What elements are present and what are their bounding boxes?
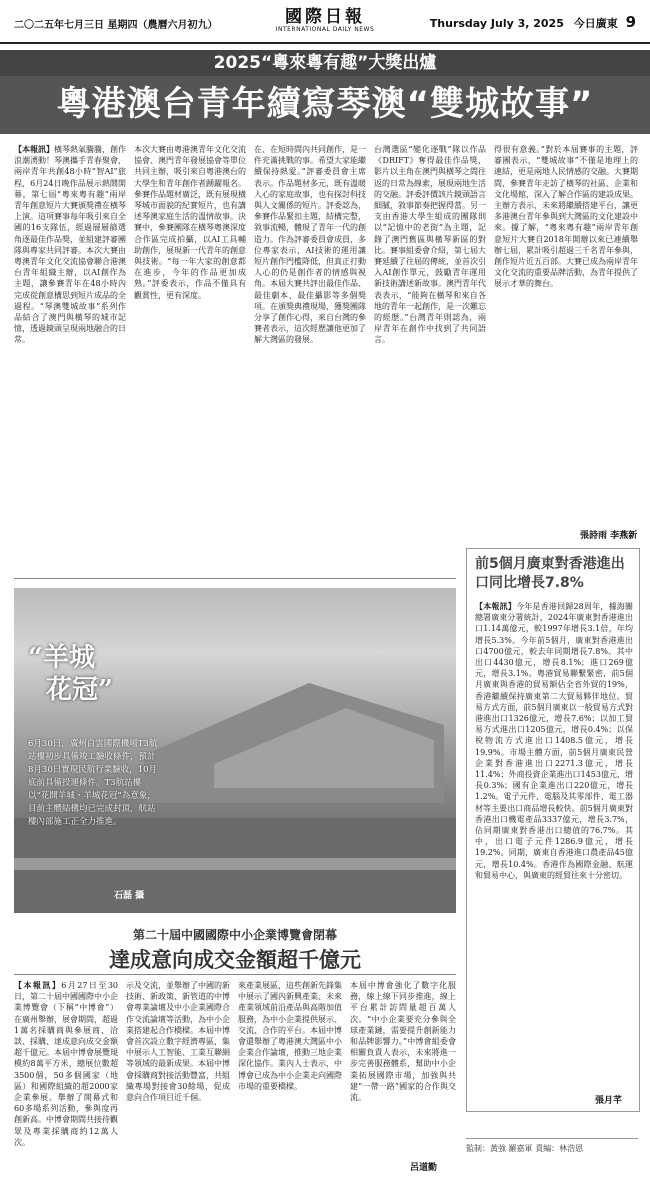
section-name: 今日廣東	[573, 17, 618, 30]
divider	[14, 578, 456, 579]
trade-story-box	[466, 548, 640, 1112]
trade-story-body	[475, 601, 633, 1089]
expo-column-1	[14, 980, 118, 1166]
photo-credit: 石磊 攝	[114, 891, 145, 901]
expo-column-3	[238, 980, 342, 1166]
top-story-kicker-band	[0, 50, 650, 76]
trade-story-byline: 張月芊	[595, 1096, 623, 1106]
issue-date-en	[430, 13, 636, 31]
photo-title-line-1: “羊城	[28, 643, 95, 673]
expo-column-4	[350, 980, 456, 1156]
top-story-column-1	[14, 144, 126, 564]
masthead	[0, 0, 650, 44]
top-story-text-4: 台灣選區“變化逐戰”隊以作品《DRIFT》奪得最佳作品獎，影片以主角在澳門與橫琴之間往返的日常為線索，展現兩地生活的交融。評委評價該片鏡頭語言細膩，敘事節奏把握得當。另一支由香港大學生組成的團隊則以“記憶中的老街”為主題，記錄了澳門舊區與橫琴新區的對比。賽事組委會介紹，第七屆大賽延續了往屆的傳統，並首次引入AI創作單元，鼓勵青年運用新技術講述新故事。澳門青年代表表示，“能夠在橫琴和來自各地的青年一起創作，是一次難忘的經歷。”台灣青年則認為，兩岸青年在創作中找到了共同語言。	[374, 145, 486, 345]
expo-byline: 呂道勤	[410, 1163, 438, 1173]
issue-date-cn: 二〇二五年七月三日 星期四（農曆六月初九）	[14, 20, 218, 31]
expo-text-2: 示及交流，並舉辦了中國的新技術、新政策、新管道的中博會專業論壇及中小企業國際合作交流論壇等活動，為中小企業搭建起合作橋樑。本屆中博會首次設立數字經濟專區，集中展示人工智能、工業互聯網等領域的最新成果。本屆中博會採購商對接活動豐富，共組織專場對接會30餘場，促成意向合作項目近千個。	[126, 981, 230, 1103]
top-story-column-4	[374, 144, 486, 564]
top-story-text-2: 本次大賽由粵港澳青年文化交流協會、澳門青年發展協會等單位共同主辦，吸引來自粵港澳台的大學生和青年創作者踴躍報名。參賽作品題材廣泛，既有展現橫琴城市面貌的紀實短片，也有講述琴澳家庭生活的溫情故事。決賽中，參賽團隊在橫琴粵澳深度合作區完成拍攝，以AI工具輔助創作，展現新一代青年的創意與技術。“每一年大家的創意都在進步，今年的作品更加成熟。”評委表示，作品不僅具有觀賞性，更有深度。	[134, 145, 246, 300]
top-story-text-5: 得很有意義。”對於本屆賽事的主題，評審團表示，“雙城故事”不僅是地理上的連結，更是兩地人民情感的交融。大賽期間，參賽青年走訪了橫琴的社區、企業和文化場館，深入了解合作區的建設成果。主辦方表示，未來將繼續搭建平台，讓更多港澳台青年參與到大灣區的文化建設中來。據了解，“粵來粵有趣”兩岸青年創意短片大賽自2018年開辦以來已連續舉辦七屆，累計吸引超過三千名青年參與，創作短片近五百部。大賽已成為兩岸青年文化交流的重要品牌活動，為青年提供了展示才華的舞台。	[494, 145, 638, 289]
logo-english: INTERNATIONAL DAILY NEWS	[275, 26, 375, 33]
top-story-column-3	[254, 144, 366, 564]
photo-title-line-2: 花冠”	[46, 675, 113, 705]
top-story-text-1: 橫琴熱氣騰騰，創作浪潮湧動！琴澳攜手青春聚會，兩岸青年共創48小時“智AI”旅程，6月24日晚作品展示熱鬧開幕，第七屆“粵來粵有趣”兩岸青年創意短片大賽頒獎禮在橫琴上演。這項賽事每年吸引來自全國的16支隊伍，經過層層篩選角逐最佳作品獎，並組建評審團隊與專家共同評審。本次大賽由粵澳青年文化交流協會聯合港澳台青年組織主辦，以AI創作為主題，讓參賽青年在48小時內完成從創意構思到短片成品的全過程。“琴澳雙城故事”系列作品結合了澳門與橫琴的城市記憶，透過鏡頭呈現兩地融合的日常。	[14, 145, 126, 345]
top-story-column-5	[494, 144, 638, 524]
top-story-kicker: 2025“粵來粵有趣”大獎出爐	[213, 53, 437, 73]
expo-kicker: 第二十屆中國國際中小企業博覽會閉幕	[132, 928, 337, 942]
top-story-byline: 張詩雨 李燕新	[580, 531, 638, 541]
trade-story-dateline: 【本報訊】	[475, 601, 517, 611]
trade-story-text: 今年是香港回歸28周年，據海關總署廣東分署統計，2024年廣東對香港進出口1.14萬億元，較1997年增長3.1倍，年均增長5.3%。今年前5個月，廣東對香港進出口4700億元，較去年同期增長7.8%。其中出口4430億元，增長8.1%；進口269億元，增長3.1%。粵港貿易聯繫緊密，前5個月廣東與香港的貿易額佔全省外貿的19%，香港繼續保持廣東第二大貿易夥伴地位。貿易方式方面，前5個月廣東以一般貿易方式對港進出口1326億元，增長7.6%；以加工貿易方式進出口1205億元，增長0.4%；以保稅物流方式進出口1408.5億元，增長19.9%。市場主體方面，前5個月廣東民營企業對香港進出口2271.3億元，增長11.4%；外商投資企業進出口1453億元，增長0.3%；國有企業進出口220億元，增長1.2%。電子元件、電腦及其零部件、電工器材等主要出口商品增長較快。前5個月廣東對香港出口機電產品3337億元，增長3.7%，佔同期廣東對香港出口總值的76.7%。其中，出口電子元件1286.9億元，增長19.2%。同期，廣東自香港進口農產品45億元，增長10.4%。香港作為國際金融、航運和貿易中心，與廣東的經貿往來十分密切。	[475, 602, 633, 880]
expo-text-4: 本屆中博會強化了數字化服務，線上線下同步推進，線上平台累計訪問量超百萬人次。“中小企業要充分參與全球產業鏈，需要提升創新能力和品牌影響力。”中博會組委會相關負責人表示，未來將進一步完善服務體系，幫助中小企業拓展國際市場，加強與共建“一帶一路”國家的合作與交流。	[350, 981, 456, 1103]
expo-text-3: 來產業展區，這些創新先鋒集中展示了國內新興產業、未來產業領域前沿產品與高階加值服務，為中小企業提供展示、交流、合作的平台。本屆中博會還舉辦了粵港澳大灣區中小企業合作論壇，推動三地企業深化協作。業內人士表示，中博會已成為中小企業走向國際市場的重要橋樑。	[238, 981, 342, 1091]
top-story-text-3: 在、在短時間內共同創作，是一件充滿挑戰的事。希望大家能繼續保持熱愛。”評審委員會主席表示。作品題材多元，既有溫暖人心的家庭故事，也有探討科技與人文關係的短片。評委認為，參賽作品緊扣主題，結構完整，敘事流暢，體現了青年一代的創造力。作為評審委員會成員，多位專家表示，AI技術的運用讓短片創作門檻降低，但真正打動人心的仍是創作者的情感與視角。本屆大賽共評出最佳作品、最佳劇本、最佳攝影等多個獎項。在頒獎典禮現場，獲獎團隊分享了創作心得，來自台灣的參賽者表示，這次經歷讓他更加了解大灣區的發展。	[254, 145, 366, 345]
top-story-headline: 粵港澳台青年續寫琴澳“雙城故事”	[56, 84, 594, 124]
divider	[14, 974, 456, 975]
expo-headline: 達成意向成交金額超千億元	[109, 948, 361, 972]
logo-chinese: 國際日報	[285, 7, 365, 27]
expo-dateline: 【本報訊】	[14, 980, 62, 990]
expo-text-1: 6月27日至30日，第二十屆中國國際中小企業博覽會（下稱“中博會”）在廣州舉辦，展會期間，超過1萬名採購商與參展商、洽談、採購、達成意向成交金額超千億元。本屆中博會展覽規模約8萬平方米，總展位數超3500個，50多個國家（地區）和國際組織的超2000家企業參展。舉辦了開幕式和60多場系列活動，參與度再創新高。中博會期間共接待觀眾及專業採購商約12萬人次。	[14, 981, 118, 1147]
top-story-dateline: 【本報訊】	[14, 144, 54, 154]
taxiway	[14, 858, 456, 870]
trade-story-title: 前5個月廣東對香港進出口同比增長7.8%	[475, 556, 625, 591]
photo-title	[28, 642, 113, 706]
date-english: Thursday July 3, 2025	[429, 17, 564, 30]
top-story-column-2	[134, 144, 246, 564]
photo-caption: 6月30日，廣州白雲國際機場T3航站樓初步具備竣工驗收條件，預計8月30日實現民航行業驗收，10月底前具備投運條件。T3航站樓以“花開羊城・羊城花冠”為意象，目前主體結構均已完成封頂，航站樓內部施工正全力推進。	[28, 739, 158, 827]
top-story-headline-band	[0, 76, 650, 134]
page-credits: 監制：黃強 羅嘉軍 責編：林浩恩	[466, 1138, 638, 1154]
expo-column-2	[126, 980, 230, 1166]
airport-terminal-photo	[14, 588, 456, 913]
page-number: 9	[625, 13, 636, 31]
newspaper-logo	[260, 8, 390, 33]
